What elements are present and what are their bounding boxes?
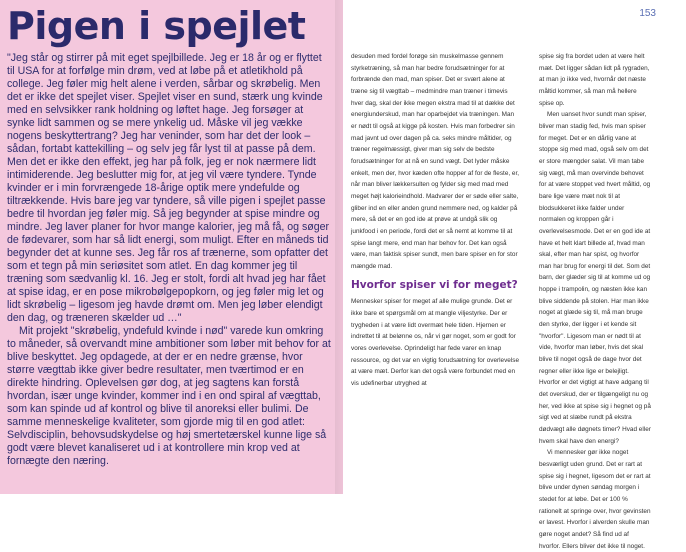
left-page xyxy=(0,0,343,494)
section-subheading: Hvorfor spiser vi for meget? xyxy=(351,279,518,292)
column-paragraph: spise sig fra bordet uden at være helt mæt. Det ligger sådan lidt på rygraden, at man jo ikke ved, hvornår det næste måltid kommer, så man må hellere spise op. xyxy=(539,53,650,107)
column-paragraph: Men uanset hvor sundt man spiser, bliver man stadig fed, hvis man spiser for meget. Det er en dårlig vane at stoppe sig med mad, også selv om det er store mængder salat. Vil man tabe sig vægt, må man overvinde behovet for at være stoppet ved hvert måltid, og bare lige være mæt nok til at blodsukkeret ikke falder under normalen og kroppen går i overlevelsesmode. Det er en god ide at have et helt klart billede af, hvad man skal, efter man har spist, og hvorfor man har brug for energi til det. Som det barn, der glæder sig til at komme ud og hoppe i trampolin, og næsten ikke kan blive siddende på stolen. Har man ikke noget at glæde sig til, må man bruge den styrke, der ligger i et kende sit "hvorfor". Ligesom man er nødt til at vide, hvorfor man løber, hvis det skal blive til noget også de dage hvor det regner eller ikke lige er belejligt. Hvorfor er det vigtigt at have adgang til det overskud, der er tilgængeligt nu og her, ved ikke at spise sig i hegnet og på sigt ved at slæbe rundt på ekstra dødvægt alle døgnets timer? Hvad eller hvem skal have den energi? xyxy=(539,111,651,445)
right-page xyxy=(343,0,686,550)
column-paragraph: Mennesker spiser for meget af alle mulige grunde. Det er ikke bare et spørgsmål om at mangle viljestyrke. Der er trygheden i at være lidt overmæt hele tiden. Hjernen er indrettet til at belønne os, når vi gør noget, som er godt for vores overlevelse. Oprindeligt har fede varer en knap ressource, og det var en vigtig forudsætning for overlevelse at være mæt. Derfor kan det også være forbundet med en vis udefinerbar utryghed at xyxy=(351,298,520,388)
page-number: 153 xyxy=(639,8,656,19)
column-1 xyxy=(343,51,521,390)
column-paragraph: desuden med fordel forøge sin muskelmasse gennem styrketræning, så man har bedre forudsætninger for at forbrænde den mad, man spiser. Det er svært alene at træne sig til vægttab – medmindre man træner i timevis hver dag, skal der ikke megen ekstra mad til at dække det energiunderskud, man har oparbejdet via træningen. Man er nødt til også at kigge på kosten. Hvis man forbedrer sin mad javnt ud over dagen på ca. seks mindre måltider, og træner regelmæssigt, giver man sig selv de bedste forudsætninger for at nå en sund vægt. Det lyder måske enkelt, men der, hvor kæden ofte hopper af for de fleste, er, når man bliver lækkersulten og fylder sig med mad med meget højt kalorieindhold. Madvarer der er søde eller salte, gliber ind en eller anden grund nemmere ned, og kalder på mere, så det er en god ide at prøve at undgå slik og junkfood i en periode, fordi det er så nemt at komme til at spise langt mere, end man har behov for. Det kan også være, man faktisk spiser sundt, men bare spiser en for stor mængde mad. xyxy=(351,53,520,270)
body-paragraph: Mit projekt "skrøbelig, yndefuld kvinde i nød" varede kun omkring to måneder, så overvandt mine ambitioner som løber mit behov for at blive beskyttet. Jeg opdagede, at der er en nedre grænse, hvor større vægttab ikke giver bedre resultater, men tværtimod er en direkte hindring. Oplevelsen gør dog, at jeg sagtens kan forstå hvordan, især unge kvinder, kommer ind i en ond spiral af vægttab, som kan spinde ud af kontrol og blive til anoreksi eller bulimi. De samme menneskelige kvaliteter, som gjorde mig til en god atlet: Selvdisciplin, behovsudskydelse og høj smertetærskel kunne lige så godt være blevet kanaliseret ud i at kontrollere min krop ved at fornægte den næring. xyxy=(7,325,331,467)
left-page-body xyxy=(7,52,332,468)
article-title: Pigen i spejlet xyxy=(7,4,306,48)
intro-quote-paragraph: "Jeg står og stirrer på mit eget spejlbillede. Jeg er 18 år og er flyttet til USA for at forfølge min drøm, ved at løbe på et atletikhold på college. Jeg føler mig helt alene i verden, sårbar og skrøbelig. Men det er ikke det spejlet viser. Spejlet viser en sund, stærk ung kvinde med en selvsikker rank holdning og løftet hage. Jeg forsøger at synke lidt sammen og se mere ynkelig ud. Måske vil jeg vække nogens beskyttertrang? Jeg har veninder, som har det der look – sådan, fortabt kattekilling – og selv jeg får lyst til at passe på dem. Men det er ikke den effekt, jeg har på folk, jeg er nok nærmere lidt intimiderende. Jeg beslutter mig for, at jeg vil være tyndere. Tynde kvinder er i min forvrængede 18-årige optik mere yndefulde og tiltrækkende. Hvis bare jeg var tyndere, så ville pigen i spejlet passe bedre til hvordan jeg føler mig. Så jeg begynder at spise mindre og mindre. Jeg laver planer for hvor mange kalorier, jeg må få, og søger de fødevarer, som har så lidt energi, som muligt. Efter en måneds tid begynder det at kunne ses. Jeg får ros af trænerne, som opfatter det som et tegn på min seriøsitet som atlet. En dag kommer jeg til træning som sædvanlig kl. 16. Jeg er stolt, fordi alt hvad jeg har fået at spise idag, er en pose mikrobølgepopkorn, og jeg føler mig let og lidt skrøbelig – ligesom jeg havde drømt om. Men jeg løber elendigt den dag, og træneren skælder ud …" xyxy=(7,52,330,324)
column-2 xyxy=(539,51,651,552)
column-paragraph: Vi mennesker gør ikke noget besværligt uden grund. Det er rart at spise sig i hegnet, ligesom det er rart at blive under dynen søndag morgen i stedet for at løbe. Det er 100 % rationelt at springe over, hvor gevinsten er lavest. Hvorfor i alverden skulle man gøre noget andet? Så find ud af hvorfor. Ellers bliver det ikke til noget. xyxy=(539,449,651,550)
